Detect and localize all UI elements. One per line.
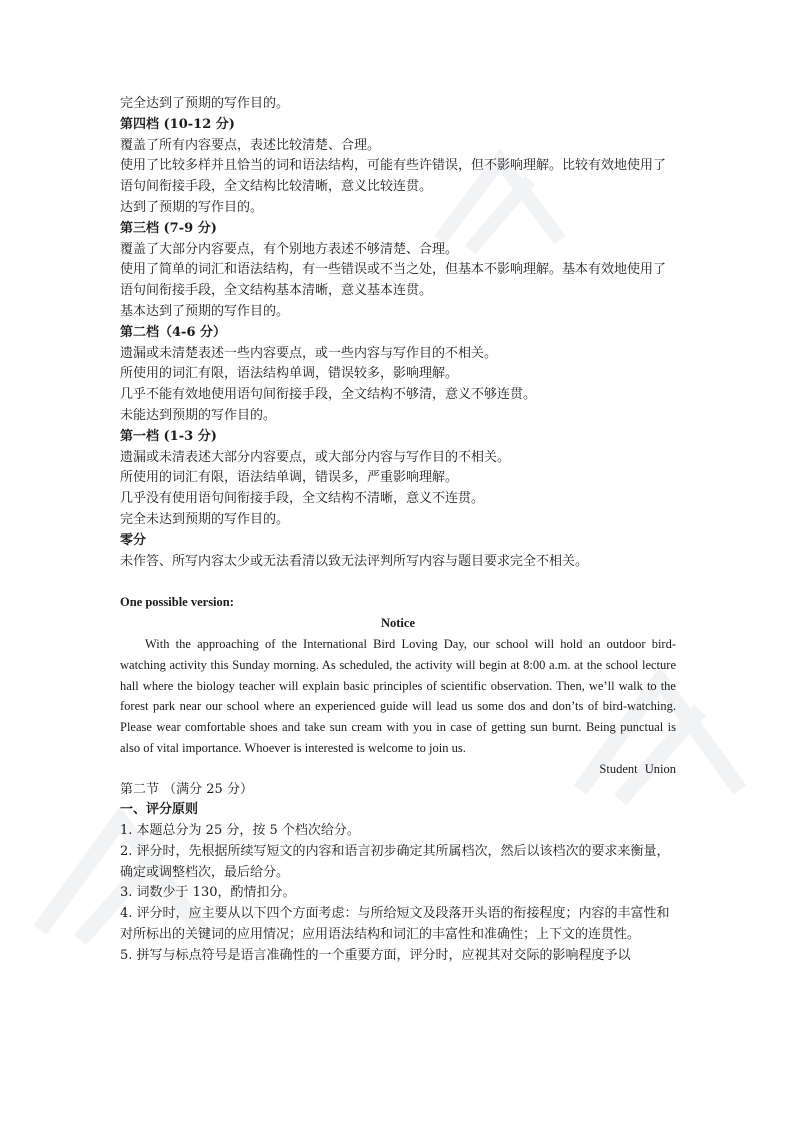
sample-signature: Student Union xyxy=(599,761,676,776)
grade-heading-2: 第二档（4-6 分） xyxy=(120,324,227,340)
spacer xyxy=(120,572,676,592)
grade-text: 所使用的词汇有限，语法结构单调，错误较多，影响理解。 xyxy=(120,366,459,382)
grade-text: 基本达到了预期的写作目的。 xyxy=(120,303,290,319)
grade-text: 未能达到预期的写作目的。 xyxy=(120,407,277,423)
grade-text: 遗漏或未清楚表述一些内容要点，或一些内容与写作目的不相关。 xyxy=(120,345,498,361)
part2-title: 第二节 （满分 25 分） xyxy=(120,781,253,797)
sample-body: With the approaching of the International Bird Loving Day, our school will hold an outdoor bird-watching activity this Sunday morning. As scheduled, the activity will begin at 8:00 a.m. at the school lecture hall where the biology teacher will explain basic principles of scientific observation. Then, we’ll walk to the forest park near our school where an experienced guide will lead us some dos and don’ts of bird-watching. Please wear comfortable shoes and take sun cream with you in case of getting sun burnt. Being punctual is also of vital importance. Whoever is interested is welcome to join us. xyxy=(120,636,676,755)
grade-text: 几乎没有使用语句间衔接手段，全文结构不清晰，意义不连贯。 xyxy=(120,491,485,507)
grade-text: 完全达到了预期的写作目的。 xyxy=(120,96,290,111)
grade-text: 使用了简单的词汇和语法结构，有一些错误或不当之处，但基本不影响理解。基本有效地使用了语句间衔接手段，全文结构基本清晰，意义基本连贯。 xyxy=(120,262,667,299)
grade-heading-1: 第一档 (1-3 分) xyxy=(120,428,217,444)
grade-text: 未作答、所写内容太少或无法看清以致无法评判所写内容与题目要求完全不相关。 xyxy=(120,553,589,569)
grade-text: 使用了比较多样并且恰当的词和语法结构，可能有些许错误，但不影响理解。比较有效地使用了语句间衔接手段，全文结构比较清晰，意义比较连贯。 xyxy=(120,158,667,195)
grade-text: 几乎不能有效地使用语句间衔接手段，全文结构不够清，意义不够连贯。 xyxy=(120,387,537,403)
principle-item: 3. 词数少于 130，酌情扣分。 xyxy=(120,885,296,901)
grade-heading-0: 零分 xyxy=(120,532,147,548)
grade-text: 达到了预期的写作目的。 xyxy=(120,199,264,215)
grade-heading-3: 第三档 (7-9 分) xyxy=(120,220,217,236)
grade-text: 覆盖了大部分内容要点，有个别地方表述不够清楚、合理。 xyxy=(120,241,459,257)
sample-heading: One possible version: xyxy=(120,595,234,610)
principles-heading: 一、评分原则 xyxy=(120,802,199,818)
sample-title: Notice xyxy=(380,616,415,631)
grade-text: 完全未达到预期的写作目的。 xyxy=(120,511,290,527)
grade-heading-4: 第四档 (10-12 分) xyxy=(120,116,235,132)
grade-text: 覆盖了所有内容要点，表述比较清楚、合理。 xyxy=(120,137,381,153)
grade-text: 所使用的词汇有限，语法结单调，错误多，严重影响理解。 xyxy=(120,470,459,486)
principle-item: 2. 评分时，先根据所续写短文的内容和语言初步确定其所属档次，然后以该档次的要求来衡量，确定或调整档次，最后给分。 xyxy=(120,843,670,880)
principle-item: 4. 评分时，应主要从以下四个方面考虑：与所给短文及段落开头语的衔接程度；内容的丰富性和对所标出的关键词的应用情况；应用语法结构和词汇的丰富性和准确性；上下文的连贯性。 xyxy=(120,906,670,943)
document-content xyxy=(120,94,676,967)
grade-text: 遗漏或未清表述大部分内容要点，或大部分内容与写作目的不相关。 xyxy=(120,449,511,465)
principle-item: 5. 拼写与标点符号是语言准确性的一个重要方面，评分时，应视其对交际的影响程度予以 xyxy=(120,947,631,963)
principle-item: 1. 本题总分为 25 分，按 5 个档次给分。 xyxy=(120,823,360,839)
